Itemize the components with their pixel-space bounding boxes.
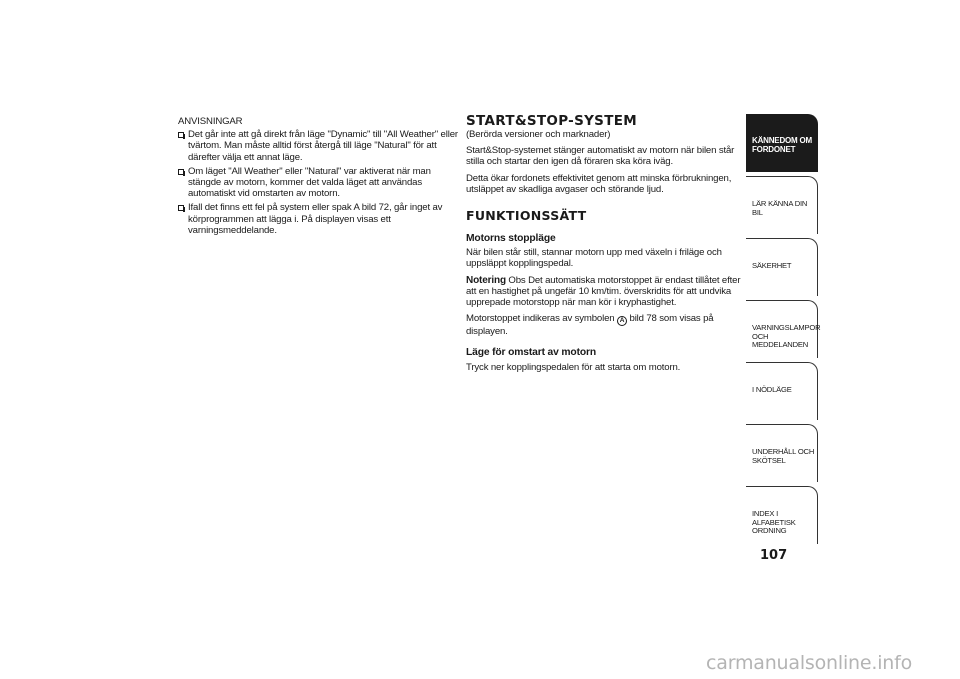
restart-heading: Läge för omstart av motorn (466, 347, 596, 359)
instruction-bullet (178, 166, 458, 200)
main-column (466, 114, 741, 378)
tab-underhall-och-skotsel[interactable] (746, 424, 818, 482)
engine-stop-paragraph: När bilen står still, stannar motorn upp med växeln i friläge och uppsläppt kopplingspedal. (466, 247, 722, 270)
tab-kannedom-om-fordonet[interactable] (746, 114, 818, 172)
note-label: Notering (466, 274, 506, 286)
note-paragraph (466, 275, 741, 309)
symbol-text-before: Motorstoppet indikeras av symbolen (466, 313, 617, 325)
tab-varningslampor[interactable] (746, 300, 821, 358)
tab-label: VARNINGSLAMPOR OCH MEDDELANDEN (752, 323, 821, 349)
tab-label: INDEX I ALFABETISK ORDNING (752, 509, 796, 535)
page-number: 107 (760, 548, 788, 563)
start-stop-symbol-icon: A (617, 316, 627, 326)
tab-label: I NÖDLÄGE (752, 385, 792, 394)
section-subtitle: (Berörda versioner och marknader) (466, 129, 611, 140)
tab-label: SÄKERHET (752, 261, 792, 270)
intro-paragraph: Start&Stop-systemet stänger automatiskt av motorn när bilen står stilla och startar den igen då föraren ska köra iväg. (466, 145, 735, 168)
tab-i-nodlage[interactable] (746, 362, 818, 420)
intro-paragraph: Detta ökar fordonets effektivitet genom att minska förbrukningen, utsläppet av skadliga avgaser och störande ljud. (466, 172, 732, 195)
instruction-bullet (178, 129, 458, 163)
instruction-bullet (178, 202, 458, 236)
tab-sakerhet[interactable] (746, 238, 818, 296)
tab-index[interactable] (746, 486, 818, 544)
note-text: Obs Det automatiska motorstoppet är endast tillåtet efter att en hastighet på ungefär 10 km/tim. överskridits för att undvika upprepade motorstopp när man kör i kryphastighet. (466, 274, 741, 309)
instruction-text: Om läget "All Weather" eller "Natural" var aktiverat när man stängde av motorn, kommer det valda läget att användas automatiskt vid omstarten av motorn. (188, 165, 431, 200)
instruction-text: Ifall det finns ett fel på system eller spak A bild 72, går inget av körprogrammen att lägga i. På displayen visas ett varningsmeddelande. (188, 202, 443, 236)
tab-label: LÄR KÄNNA DIN BIL (752, 199, 808, 217)
tab-label: UNDERHÅLL OCH SKÖTSEL (752, 447, 815, 465)
chapter-tabs (746, 114, 821, 548)
tab-label: KÄNNEDOM OM FORDONET (752, 136, 813, 154)
operation-heading: FUNKTIONSSÄTT (466, 208, 587, 224)
symbol-text-after: bild 78 som visas på displayen. (466, 313, 714, 338)
symbol-paragraph (466, 313, 741, 337)
checkbox-bullet-icon (178, 169, 184, 175)
instructions-heading: ANVISNINGAR (178, 116, 243, 127)
checkbox-bullet-icon (178, 132, 184, 138)
checkbox-bullet-icon (178, 205, 184, 211)
restart-paragraph: Tryck ner kopplingspedalen för att starta om motorn. (466, 361, 681, 373)
tab-lar-kanna-din-bil[interactable] (746, 176, 818, 234)
instructions-column (178, 116, 458, 239)
watermark: carmanualsonline.info (706, 652, 913, 674)
section-title: START&STOP-SYSTEM (466, 113, 637, 129)
instruction-text: Det går inte att gå direkt från läge "Dynamic" till "All Weather" eller tvärtom. Man måste alltid först återgå till läge "Natural" för att därefter välja ett annat läge. (188, 129, 458, 163)
engine-stop-heading: Motorns stoppläge (466, 233, 556, 245)
